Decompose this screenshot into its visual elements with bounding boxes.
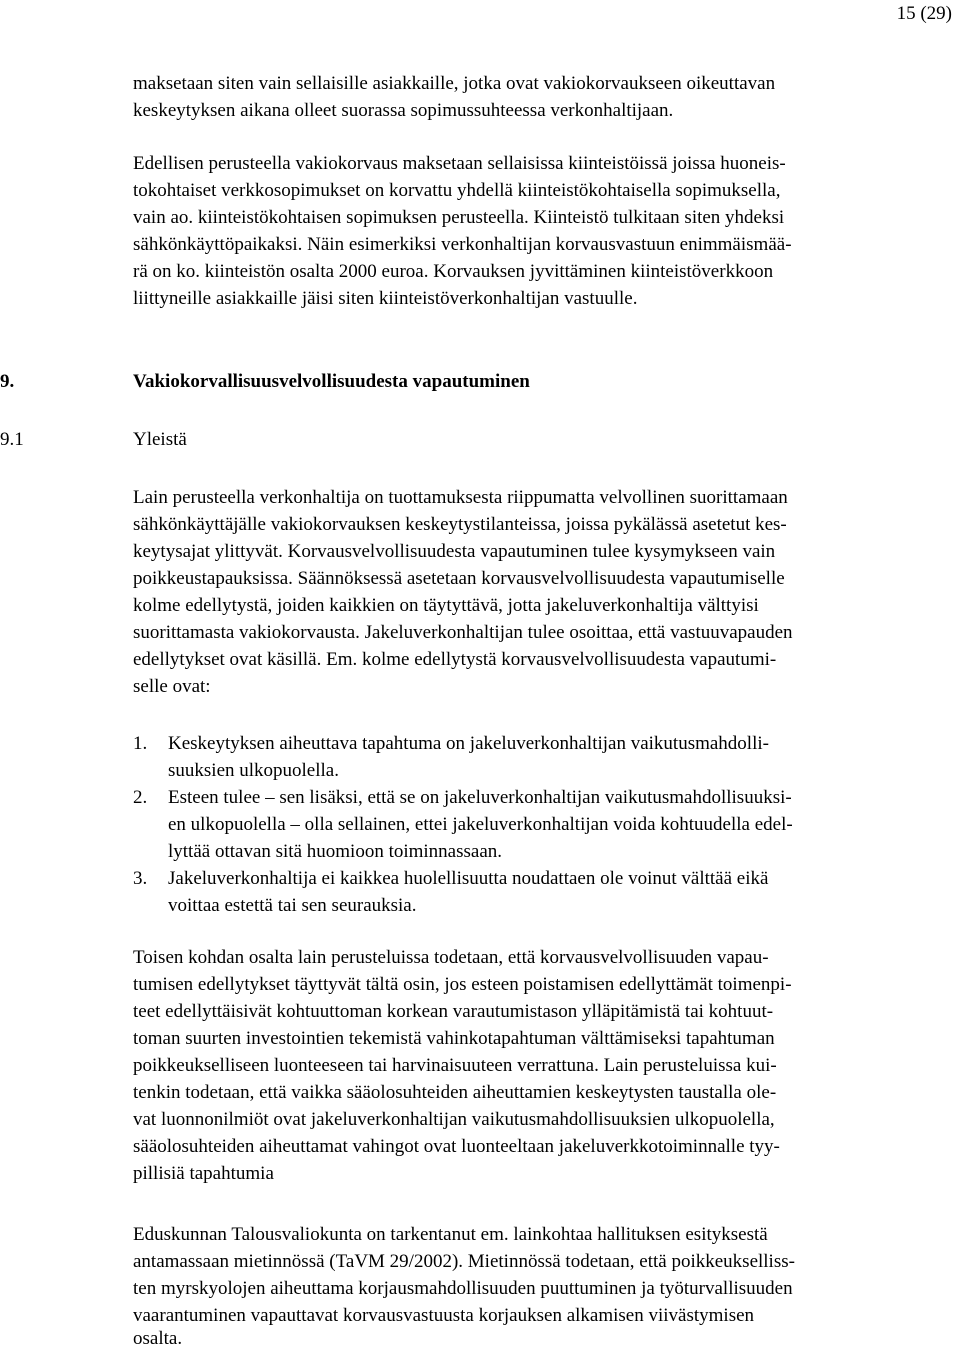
text-line: vain ao. kiinteistökohtaisen sopimuksen perusteella. Kiinteistö tulkitaan siten yhdeksi <box>133 207 785 228</box>
text-line: sähkönkäyttäjälle vakiokorvauksen keskeytystilanteissa, joissa pykälässä asetetut kes- <box>133 514 787 535</box>
section-number: 9. <box>0 371 15 392</box>
list-item-number: 3. <box>133 868 148 889</box>
text-line: antamassaan mietinnössä (TaVM 29/2002). Mietinnössä todetaan, että poikkeukselliss- <box>133 1251 795 1272</box>
text-line: Eduskunnan Talousvaliokunta on tarkentanut em. lainkohtaa hallituksen esityksestä <box>133 1224 768 1245</box>
page-number: 15 (29) <box>896 3 952 24</box>
list-item-text: voittaa estettä tai sen seurauksia. <box>168 895 417 916</box>
text-line: Lain perusteella verkonhaltija on tuottamuksesta riippumatta velvollinen suorittamaan <box>133 487 788 508</box>
list-item-text: en ulkopuolella – olla sellainen, ettei jakeluverkonhaltijan voida kohtuudella edel- <box>168 814 793 835</box>
text-line: sähkönkäyttöpaikaksi. Näin esimerkiksi verkonhaltijan korvausvastuun enimmäismää- <box>133 234 792 255</box>
text-line: sääolosuhteiden aiheuttamat vahingot ovat luonteeltaan jakeluverkkotoiminnalle tyy- <box>133 1136 780 1157</box>
list-item-text: suuksien ulkopuolella. <box>168 760 339 781</box>
list-item-text: Jakeluverkonhaltija ei kaikkea huolellisuutta noudattaen ole voinut välttää eikä <box>168 868 769 889</box>
text-line: poikkeustapauksissa. Säännöksessä asetetaan korvausvelvollisuudesta vapautumiselle <box>133 568 785 589</box>
text-line: vat luonnonilmiöt ovat jakeluverkonhaltijan vaikutusmahdollisuuksien ulkopuolella, <box>133 1109 775 1130</box>
text-line: osalta. <box>133 1328 183 1349</box>
text-line: keytysajat ylittyvät. Korvausvelvollisuudesta vapautuminen tulee kysymykseen vain <box>133 541 776 562</box>
list-item-number: 1. <box>133 733 148 754</box>
list-item-number: 2. <box>133 787 148 808</box>
text-line: tokohtaiset verkkosopimukset on korvattu yhdellä kiinteistökohtaisella sopimuksella, <box>133 180 781 201</box>
text-line: ten myrskyolojen aiheuttama korjausmahdollisuuden puuttuminen ja työturvallisuuden <box>133 1278 793 1299</box>
text-line: rä on ko. kiinteistön osalta 2000 euroa. Korvauksen jyvittäminen kiinteistöverkkoon <box>133 261 774 282</box>
text-line: Edellisen perusteella vakiokorvaus maksetaan sellaisissa kiinteistöissä joissa huoneis- <box>133 153 786 174</box>
text-line: pillisiä tapahtumia <box>133 1163 274 1184</box>
text-line: liittyneille asiakkaille jäisi siten kiinteistöverkonhaltijan vastuulle. <box>133 288 638 309</box>
text-line: tenkin todetaan, että vaikka sääolosuhteiden aiheuttamien keskeytysten taustalla ole- <box>133 1082 777 1103</box>
text-line: kolme edellytystä, joiden kaikkien on täytyttävä, jotta jakeluverkonhaltija välttyisi <box>133 595 759 616</box>
list-item-text: lyttää ottavan sitä huomioon toiminnassaan. <box>168 841 503 862</box>
subsection-title: Yleistä <box>133 429 187 450</box>
list-item-text: Keskeytyksen aiheuttava tapahtuma on jakeluverkonhaltijan vaikutusmahdolli- <box>168 733 769 754</box>
text-line: tumisen edellytykset täyttyvät tältä osin, jos esteen poistamisen edellyttämät toimenpi- <box>133 974 792 995</box>
list-item-text: Esteen tulee – sen lisäksi, että se on jakeluverkonhaltijan vaikutusmahdollisuuksi- <box>168 787 792 808</box>
text-line: poikkeukselliseen luonteeseen tai harvinaisuuteen verrattuna. Lain perusteluissa kui- <box>133 1055 777 1076</box>
text-line: maksetaan siten vain sellaisille asiakkaille, jotka ovat vakiokorvaukseen oikeuttavan <box>133 73 776 94</box>
text-line: keskeytyksen aikana olleet suorassa sopimussuhteessa verkonhaltijaan. <box>133 100 674 121</box>
text-line: Toisen kohdan osalta lain perusteluissa todetaan, että korvausvelvollisuuden vapau- <box>133 947 769 968</box>
text-line: suorittamasta vakiokorvausta. Jakeluverkonhaltijan tulee osoittaa, että vastuuvapauden <box>133 622 793 643</box>
subsection-number: 9.1 <box>0 429 24 450</box>
text-line: selle ovat: <box>133 676 211 697</box>
text-line: toman suurten investointien tekemistä vahinkotapahtuman välttämiseksi tapahtuman <box>133 1028 775 1049</box>
text-line: vaarantuminen vapauttavat korvausvastuusta korjauksen alkamisen viivästymisen <box>133 1305 755 1326</box>
section-title: Vakiokorvallisuusvelvollisuudesta vapautuminen <box>133 371 530 392</box>
text-line: teet edellyttäisivät kohtuuttoman korkean varautumistason ylläpitämistä tai kohtuut- <box>133 1001 774 1022</box>
text-line: edellytykset ovat käsillä. Em. kolme edellytystä korvausvelvollisuudesta vapautumi- <box>133 649 777 670</box>
